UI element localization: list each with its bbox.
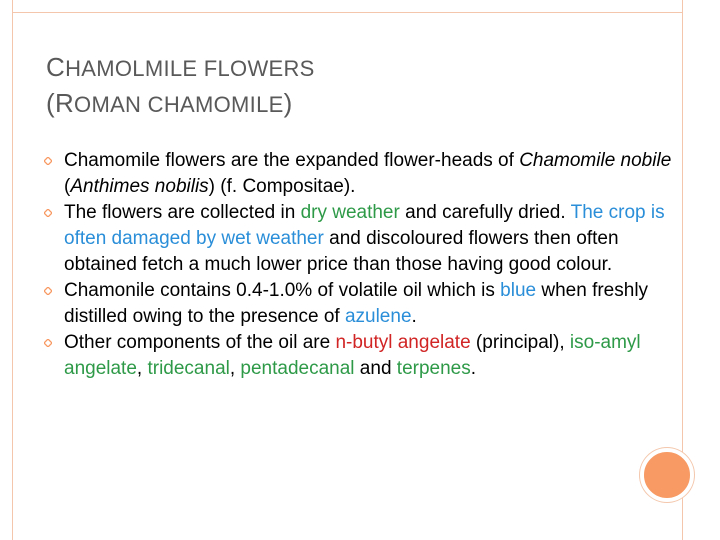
bullet-item-2: The flowers are collected in dry weather and carefully dried. The crop is often damaged by wet weather and discoloured flowers then often obtained fetch a much lower price than those having good colour.: [46, 200, 686, 278]
diamond-icon: [44, 157, 52, 165]
bullet-list: [46, 148, 686, 382]
diamond-icon: [44, 287, 52, 295]
slide-title: [46, 50, 315, 122]
diamond-icon: [44, 339, 52, 347]
bullet-item-1: Chamomile flowers are the expanded flower-heads of Chamomile nobile (Anthimes nobilis) (f. Compositae).: [46, 148, 686, 200]
diamond-icon: [44, 209, 52, 217]
title-line-1: CHAMOLMILE FLOWERS: [46, 52, 315, 82]
border-line-left: [12, 0, 13, 540]
border-line-top: [12, 12, 682, 13]
bullet-item-4: Other components of the oil are n-butyl angelate (principal), iso-amyl angelate, tridecanal, pentadecanal and terpenes.: [46, 330, 686, 382]
bullet-item-3: Chamonile contains 0.4-1.0% of volatile oil which is blue when freshly distilled owing to the presence of azulene.: [46, 278, 686, 330]
title-line-2: (ROMAN CHAMOMILE): [46, 88, 293, 118]
decorative-circle: [640, 448, 694, 502]
